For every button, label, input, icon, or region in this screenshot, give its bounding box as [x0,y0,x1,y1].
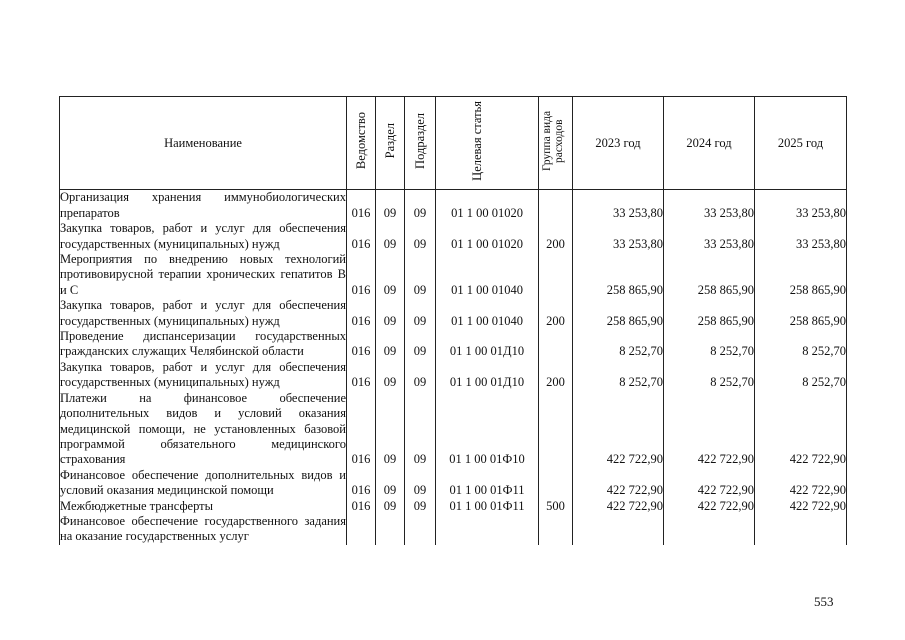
cell-2024: 422 722,90 [664,391,755,468]
cell-2025: 33 253,80 [755,190,847,221]
cell-gruppa: 200 [539,360,573,391]
cell-celevaya-statya: 01 1 00 01040 [436,298,539,329]
cell-vedomstvo: 016 [347,190,376,221]
cell-gruppa [539,468,573,499]
cell-podrazdel: 09 [405,499,436,514]
cell-2023: 8 252,70 [573,360,664,391]
cell-celevaya-statya: 01 1 00 01Д10 [436,329,539,360]
table-row [60,298,847,329]
cell-2025: 258 865,90 [755,252,847,298]
cell-name: Финансовое обеспечение дополнительных видов и условий оказания медицинской помощи [60,467,346,498]
cell-razdel [376,514,405,545]
cell-2024 [664,514,755,545]
cell-vedomstvo: 016 [347,298,376,329]
cell-podrazdel: 09 [405,298,436,329]
cell-name: Проведение диспансеризации государственных гражданских служащих Челябинской области [60,329,346,359]
cell-name: Финансовое обеспечение государственного задания на оказание государственных услуг [60,513,346,544]
cell-razdel: 09 [376,221,405,252]
cell-razdel: 09 [376,298,405,329]
table-row [60,252,847,298]
cell-2023: 422 722,90 [573,391,664,468]
table-row [60,221,847,252]
table-row [60,514,847,545]
cell-vedomstvo: 016 [347,391,376,468]
cell-razdel: 09 [376,329,405,360]
cell-2023 [573,514,664,545]
cell-2024: 258 865,90 [664,252,755,298]
cell-name: Закупка товаров, работ и услуг для обеспечения государственных (муниципальных) нужд [60,221,346,251]
cell-2023: 422 722,90 [573,468,664,499]
cell-razdel: 09 [376,468,405,499]
cell-vedomstvo: 016 [347,360,376,391]
cell-celevaya-statya: 01 1 00 01Ф10 [436,391,539,468]
cell-2023: 8 252,70 [573,329,664,360]
cell-razdel: 09 [376,190,405,221]
table-row [60,468,847,499]
cell-2024: 33 253,80 [664,190,755,221]
cell-podrazdel: 09 [405,221,436,252]
cell-celevaya-statya: 01 1 00 01040 [436,252,539,298]
table-header-row [60,97,847,190]
cell-gruppa [539,391,573,468]
header-gruppa-vida-rashodov: Группа вида расходов [539,97,573,190]
header-2025: 2025 год [755,97,847,190]
cell-podrazdel: 09 [405,190,436,221]
cell-celevaya-statya: 01 1 00 01020 [436,221,539,252]
cell-podrazdel: 09 [405,468,436,499]
cell-2025: 422 722,90 [755,499,847,514]
cell-podrazdel: 09 [405,391,436,468]
header-name: Наименование [60,97,347,190]
cell-vedomstvo: 016 [347,468,376,499]
cell-2025: 422 722,90 [755,468,847,499]
cell-gruppa: 200 [539,221,573,252]
cell-podrazdel: 09 [405,252,436,298]
cell-name: Организация хранения иммунобиологических препаратов [60,190,346,220]
header-podrazdel: Подраздел [405,97,436,190]
cell-2025: 8 252,70 [755,360,847,391]
table-row [60,190,847,221]
cell-vedomstvo: 016 [347,499,376,514]
cell-2024: 8 252,70 [664,329,755,360]
cell-2024: 8 252,70 [664,360,755,391]
header-celevaya-statya: Целевая статья [436,97,539,190]
cell-2024: 258 865,90 [664,298,755,329]
cell-gruppa [539,190,573,221]
cell-2025: 33 253,80 [755,221,847,252]
cell-vedomstvo [347,514,376,545]
cell-gruppa [539,514,573,545]
header-razdel: Раздел [376,97,405,190]
cell-name: Закупка товаров, работ и услуг для обеспечения государственных (муниципальных) нужд [60,298,346,328]
cell-name: Мероприятия по внедрению новых технологий противовирусной терапии хронических гепатитов В и С [60,252,346,297]
cell-name: Закупка товаров, работ и услуг для обеспечения государственных (муниципальных) нужд [60,359,346,390]
cell-gruppa [539,252,573,298]
cell-celevaya-statya [436,514,539,545]
header-2024: 2024 год [664,97,755,190]
budget-table [59,96,847,545]
cell-celevaya-statya: 01 1 00 01Ф11 [436,468,539,499]
cell-razdel: 09 [376,499,405,514]
cell-2025: 422 722,90 [755,391,847,468]
cell-podrazdel: 09 [405,329,436,360]
cell-razdel: 09 [376,391,405,468]
cell-razdel: 09 [376,360,405,391]
cell-2023: 33 253,80 [573,190,664,221]
cell-vedomstvo: 016 [347,252,376,298]
cell-2023: 258 865,90 [573,298,664,329]
cell-2025: 258 865,90 [755,298,847,329]
cell-vedomstvo: 016 [347,221,376,252]
cell-celevaya-statya: 01 1 00 01Д10 [436,360,539,391]
table-row [60,360,847,391]
cell-2023: 33 253,80 [573,221,664,252]
cell-2023: 258 865,90 [573,252,664,298]
cell-podrazdel [405,514,436,545]
cell-gruppa: 500 [539,499,573,514]
header-vedomstvo: Ведомство [347,97,376,190]
table-row [60,329,847,360]
cell-celevaya-statya: 01 1 00 01020 [436,190,539,221]
cell-gruppa [539,329,573,360]
cell-name: Межбюджетные трансферты [60,499,347,514]
cell-2025 [755,514,847,545]
page-number: 553 [814,594,834,609]
header-2023: 2023 год [573,97,664,190]
cell-2024: 422 722,90 [664,499,755,514]
cell-razdel: 09 [376,252,405,298]
table-row [60,391,847,468]
cell-podrazdel: 09 [405,360,436,391]
cell-gruppa: 200 [539,298,573,329]
cell-vedomstvo: 016 [347,329,376,360]
cell-2025: 8 252,70 [755,329,847,360]
table-row [60,499,847,514]
cell-celevaya-statya: 01 1 00 01Ф11 [436,499,539,514]
cell-name: Платежи на финансовое обеспечение дополнительных видов и условий оказания медицинской помощи, не установленных базовой программой обязательного медицинского страхования [60,390,346,467]
cell-2024: 33 253,80 [664,221,755,252]
cell-2024: 422 722,90 [664,468,755,499]
cell-2023: 422 722,90 [573,499,664,514]
